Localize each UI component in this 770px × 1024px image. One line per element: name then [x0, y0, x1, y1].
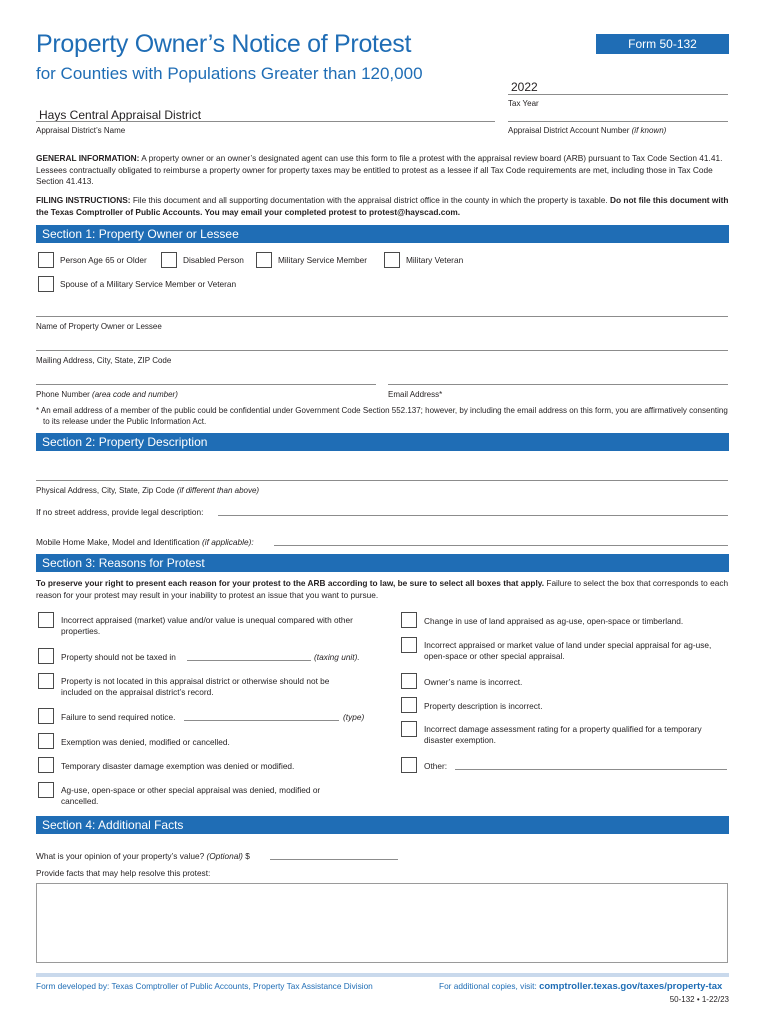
reason-damage-rating-checkbox[interactable] [401, 721, 417, 737]
footer-copies: For additional copies, visit: comptroller.texas.gov/taxes/property-tax [439, 981, 723, 992]
opinion-value-input[interactable] [270, 859, 398, 860]
physical-address-input[interactable] [36, 480, 728, 481]
reason-land-value-checkbox[interactable] [401, 637, 417, 653]
section3-intro: To preserve your right to present each reason for your protest to the ARB according to law, be sure to select all boxes that apply. Failure to select the box that corresponds to each reason for your protest may result in your inability to protest an issue that you want to pursue. [36, 578, 729, 600]
reason-description-label: Property description is incorrect. [424, 701, 543, 711]
reason-owner-name-checkbox[interactable] [401, 673, 417, 689]
legal-description-input[interactable] [218, 515, 728, 516]
disabled-label: Disabled Person [183, 255, 244, 265]
filing-instructions: FILING INSTRUCTIONS: File this document and all supporting documentation with the appraisal district office in the county in which the property is taxable. Do not file this document with the Texas Comptroller of Public Accounts. You may email your completed protest to protest@hayscad.com. [36, 195, 729, 217]
notice-type-note: (type) [343, 712, 365, 722]
military-spouse-checkbox[interactable] [38, 276, 54, 292]
mailing-address-label: Mailing Address, City, State, ZIP Code [36, 356, 172, 365]
phone-label: Phone Number (area code and number) [36, 390, 178, 399]
footer-divider [36, 973, 729, 977]
reason-disaster-exemption-label: Temporary disaster damage exemption was denied or modified. [61, 761, 295, 771]
tax-year-label: Tax Year [508, 99, 539, 108]
owner-name-input[interactable] [36, 316, 728, 317]
taxing-unit-input[interactable] [187, 660, 311, 661]
reason-not-taxed-label: Property should not be taxed in [61, 652, 176, 662]
email-label: Email Address* [388, 390, 443, 399]
tax-year-input[interactable]: 2022 [511, 80, 538, 94]
reason-change-use-label: Change in use of land appraised as ag-use, open-space or timberland. [424, 616, 684, 626]
section1-header: Section 1: Property Owner or Lessee [36, 225, 729, 243]
taxing-unit-note: (taxing unit). [314, 652, 360, 662]
owner-name-label: Name of Property Owner or Lessee [36, 322, 162, 331]
form-revision: 50-132 • 1-22/23 [669, 995, 729, 1004]
legal-description-label: If no street address, provide legal description: [36, 507, 204, 517]
military-spouse-label: Spouse of a Military Service Member or Veteran [60, 279, 237, 289]
reason-not-located-checkbox[interactable] [38, 673, 54, 689]
military-veteran-checkbox[interactable] [384, 252, 400, 268]
mobile-home-input[interactable] [274, 545, 728, 546]
form-number-badge: Form 50-132 [596, 34, 729, 54]
opinion-label: What is your opinion of your property’s value? (Optional) $ [36, 851, 250, 861]
notice-type-input[interactable] [184, 720, 339, 721]
military-veteran-label: Military Veteran [406, 255, 464, 265]
section4-header: Section 4: Additional Facts [36, 816, 729, 834]
reason-owner-name-label: Owner’s name is incorrect. [424, 677, 523, 687]
facts-textarea[interactable] [36, 883, 728, 963]
form-subtitle: for Counties with Populations Greater than 120,000 [36, 64, 423, 83]
reason-market-value-label: Incorrect appraised (market) value and/or value is unequal compared with other properties. [61, 615, 353, 636]
military-member-label: Military Service Member [278, 255, 367, 265]
mailing-address-input[interactable] [36, 350, 728, 351]
phone-input[interactable] [36, 384, 376, 385]
reason-description-checkbox[interactable] [401, 697, 417, 713]
reason-market-value-checkbox[interactable] [38, 612, 54, 628]
military-member-checkbox[interactable] [256, 252, 272, 268]
email-input[interactable] [388, 384, 728, 385]
footer-developer: Form developed by: Texas Comptroller of Public Accounts, Property Tax Assistance Division [36, 981, 373, 991]
mobile-home-label: Mobile Home Make, Model and Identification (if applicable): [36, 537, 254, 547]
facts-label: Provide facts that may help resolve this protest: [36, 868, 211, 878]
comptroller-link[interactable]: comptroller.texas.gov/taxes/property-tax [539, 981, 723, 992]
account-number-label: Appraisal District Account Number (if known) [508, 126, 667, 135]
reason-not-located-label: Property is not located in this appraisal district or otherwise should not be included on the appraisal district’s record. [61, 676, 330, 697]
reason-ag-use-checkbox[interactable] [38, 782, 54, 798]
appraisal-district-input[interactable]: Hays Central Appraisal District [39, 108, 202, 122]
reason-damage-rating-label: Incorrect damage assessment rating for a property qualified for a temporary disaster exemption. [424, 724, 702, 745]
reason-other-label: Other: [424, 761, 448, 771]
reason-ag-use-label: Ag-use, open-space or other special appraisal was denied, modified or cancelled. [61, 785, 321, 806]
account-number-input[interactable] [508, 121, 728, 122]
general-information: GENERAL INFORMATION: A property owner or an owner’s designated agent can use this form to file a protest with the appraisal review board (ARB) pursuant to Tax Code Section 41.41. Lessees contractually obligated to reimburse a property owner for property taxes may be entitled to protest as a lessee if all Tax Code requirements are met, including those in Tax Code Section 41.413. [36, 153, 723, 186]
reason-other-checkbox[interactable] [401, 757, 417, 773]
reason-land-value-label: Incorrect appraised or market value of land under special appraisal for ag-use, open-space or other special appraisal. [424, 640, 712, 661]
reason-notice-checkbox[interactable] [38, 708, 54, 724]
disabled-checkbox[interactable] [161, 252, 177, 268]
appraisal-district-label: Appraisal District’s Name [36, 126, 126, 135]
section3-header: Section 3: Reasons for Protest [36, 554, 729, 572]
section2-header: Section 2: Property Description [36, 433, 729, 451]
reason-exemption-checkbox[interactable] [38, 733, 54, 749]
reason-notice-label: Failure to send required notice. [61, 712, 176, 722]
reason-change-use-checkbox[interactable] [401, 612, 417, 628]
email-footnote: * An email address of a member of the public could be confidential under Government Code Section 552.137; however, by including the email address on this form, you are affirmatively consenting to its release under the Public Information Act. [36, 406, 728, 426]
reason-exemption-label: Exemption was denied, modified or cancelled. [61, 737, 230, 747]
reason-other-input[interactable] [455, 769, 727, 770]
reason-disaster-exemption-checkbox[interactable] [38, 757, 54, 773]
age-65-label: Person Age 65 or Older [60, 255, 147, 265]
reason-not-taxed-checkbox[interactable] [38, 648, 54, 664]
age-65-checkbox[interactable] [38, 252, 54, 268]
physical-address-label: Physical Address, City, State, Zip Code (if different than above) [36, 486, 260, 495]
form-title: Property Owner’s Notice of Protest [36, 30, 412, 58]
